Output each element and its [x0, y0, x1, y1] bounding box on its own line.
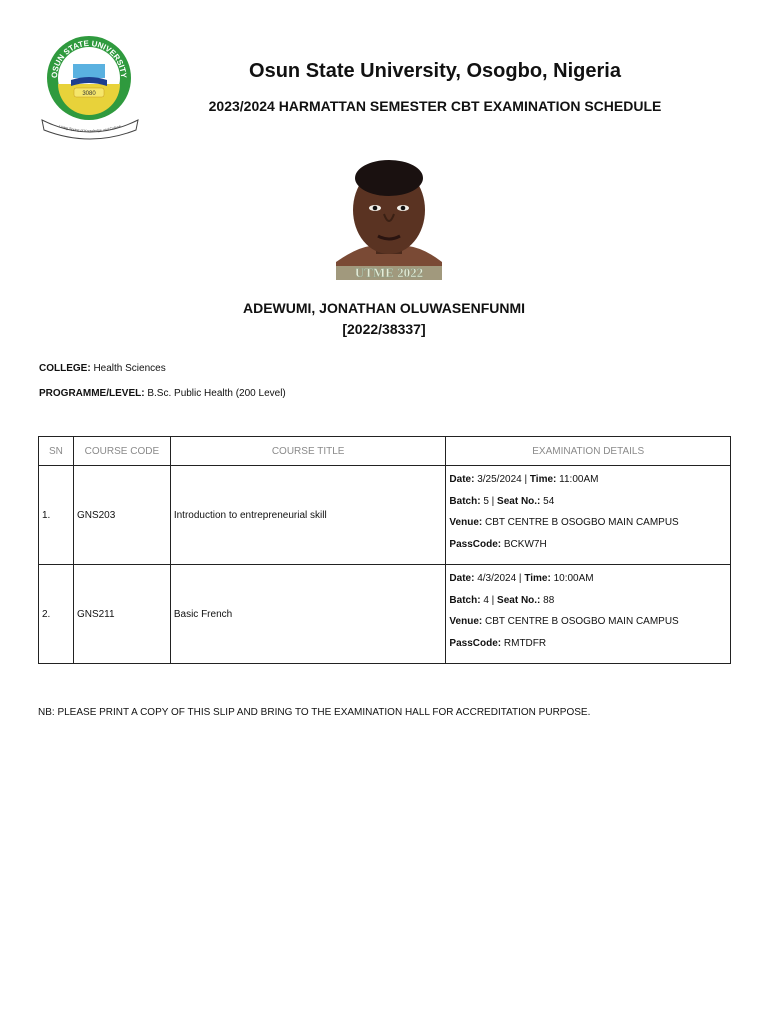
header-exam-details: EXAMINATION DETAILS — [446, 437, 731, 466]
student-identity — [0, 298, 768, 340]
detail-date-time — [449, 571, 727, 593]
date-label: Date: — [449, 474, 475, 485]
table-row — [39, 565, 731, 664]
seat-value: 54 — [543, 495, 555, 507]
row-exam-details — [446, 565, 731, 664]
detail-batch-seat — [449, 593, 727, 615]
date-label: Date: — [449, 573, 475, 584]
college-value: Health Sciences — [93, 363, 166, 374]
seat-label: Seat No.: — [497, 495, 541, 507]
table-row — [39, 466, 731, 565]
venue-value: CBT CENTRE B OSOGBO MAIN CAMPUS — [485, 517, 679, 528]
separator: | — [521, 474, 530, 485]
venue-label: Venue: — [449, 616, 483, 627]
batch-label: Batch: — [449, 594, 481, 606]
separator: | — [516, 573, 525, 584]
header-course-title: COURSE TITLE — [170, 437, 446, 466]
time-label: Time: — [524, 573, 551, 584]
passcode-label: PassCode: — [449, 538, 502, 550]
venue-value: CBT CENTRE B OSOGBO MAIN CAMPUS — [485, 616, 679, 627]
college-field — [39, 363, 166, 374]
seal-text: OSUN STATE UNIVERSITY — [49, 38, 129, 79]
venue-label: Venue: — [449, 517, 483, 528]
row-exam-details — [446, 466, 731, 565]
separator: | — [488, 495, 498, 507]
row-course-title: Introduction to entrepreneurial skill — [170, 466, 446, 565]
detail-passcode — [449, 537, 727, 559]
passcode-value: BCKW7H — [503, 538, 547, 550]
detail-batch-seat — [449, 494, 727, 516]
passcode-label: PassCode: — [449, 637, 502, 649]
programme-value: B.Sc. Public Health (200 Level) — [147, 388, 286, 399]
print-note: NB: PLEASE PRINT A COPY OF THIS SLIP AND BRING TO THE EXAMINATION HALL FOR ACCREDITATION PURPOSE. — [38, 707, 591, 718]
time-label: Time: — [529, 474, 557, 485]
programme-label: PROGRAMME/LEVEL: — [39, 388, 145, 399]
row-course-code: GNS211 — [73, 565, 170, 664]
detail-venue — [449, 614, 727, 636]
row-course-code: GNS203 — [73, 466, 170, 565]
student-name: ADEWUMI, JONATHAN OLUWASENFUNMI — [242, 300, 526, 316]
college-label: COLLEGE: — [39, 363, 91, 374]
time-value: 10:00AM — [553, 573, 594, 584]
page-subtitle: 2023/2024 HARMATTAN SEMESTER CBT EXAMINATION SCHEDULE — [208, 98, 662, 114]
passcode-value: RMTDFR — [503, 637, 547, 649]
date-value: 3/25/2024 — [477, 474, 522, 485]
page-title: Osun State University, Osogbo, Nigeria — [249, 60, 621, 82]
time-value: 11:00AM — [559, 474, 599, 485]
detail-venue — [449, 515, 727, 537]
seal-number: 3080 — [82, 91, 96, 97]
batch-label: Batch: — [449, 495, 481, 507]
batch-value: 4 — [483, 594, 489, 606]
header-course-code: COURSE CODE — [73, 437, 170, 466]
separator: | — [488, 594, 498, 606]
date-value: 4/3/2024 — [477, 573, 517, 584]
header-sn: SN — [39, 437, 74, 466]
row-sn: 1. — [39, 466, 74, 565]
batch-value: 5 — [483, 495, 489, 507]
exam-schedule-table — [38, 436, 731, 664]
university-logo-icon — [38, 36, 142, 144]
student-photo-icon — [336, 158, 442, 280]
ribbon-text: Living Spring of Knowledge and Culture — [58, 124, 122, 134]
row-sn: 2. — [39, 565, 74, 664]
student-matric: [2022/38337] — [342, 321, 426, 337]
seat-label: Seat No.: — [497, 594, 541, 606]
photo-watermark: UTME 2022 — [354, 265, 424, 280]
programme-field — [39, 388, 286, 399]
detail-passcode — [449, 636, 727, 658]
table-header-row — [39, 437, 731, 466]
row-course-title: Basic French — [170, 565, 446, 664]
detail-date-time — [449, 472, 727, 494]
seat-value: 88 — [543, 594, 555, 606]
